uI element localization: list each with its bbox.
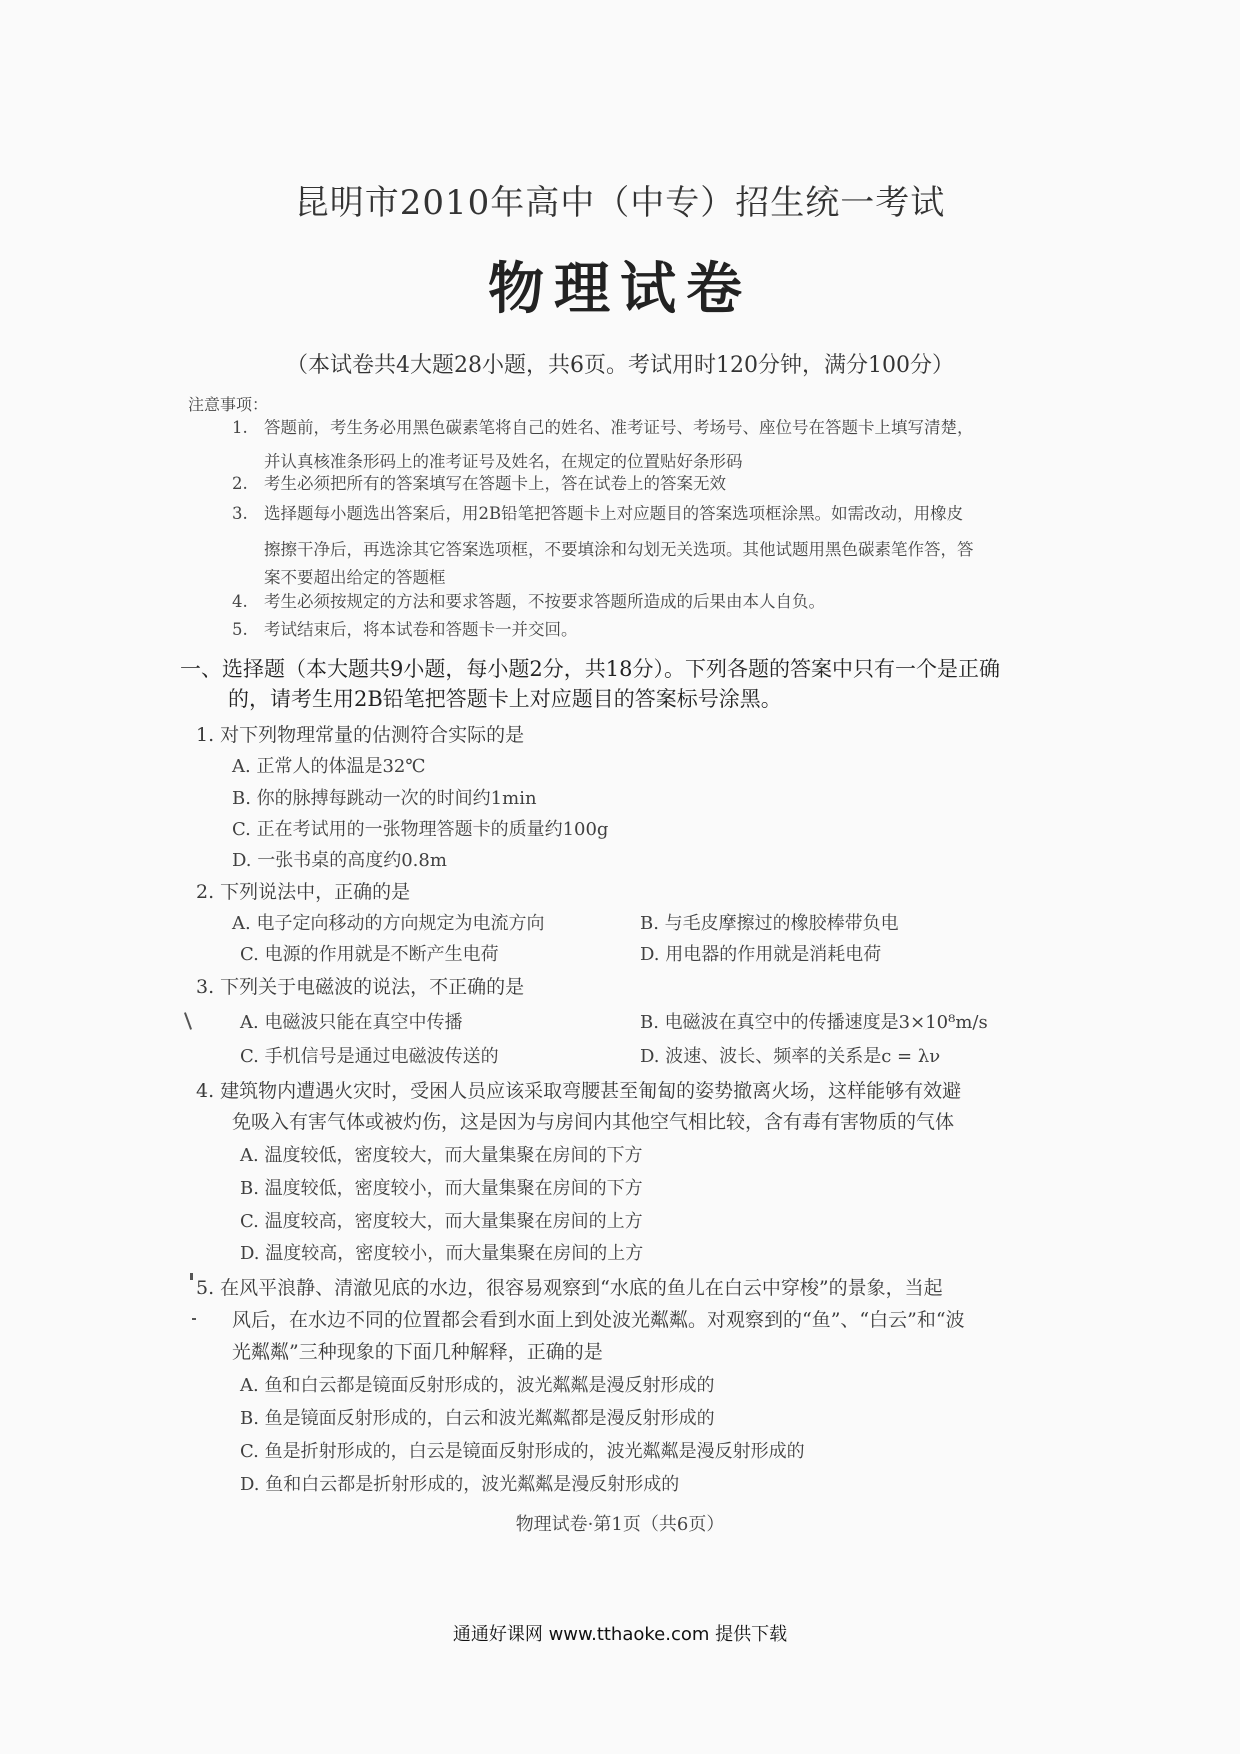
note-number: 1. <box>232 418 248 437</box>
answer-option: D. 一张书桌的高度约0.8m <box>232 850 447 871</box>
scan-speck <box>190 1273 193 1280</box>
answer-option: B. 鱼是镜面反射形成的，白云和波光粼粼都是漫反射形成的 <box>240 1408 715 1429</box>
question-stem-cont: 免吸入有害气体或被灼伤，这是因为与房间内其他空气相比较，含有毒有害物质的气体 <box>232 1111 955 1133</box>
answer-option: B. 你的脉搏每跳动一次的时间约1min <box>232 788 537 809</box>
answer-option: A. 鱼和白云都是镜面反射形成的，波光粼粼是漫反射形成的 <box>240 1375 715 1396</box>
question-stem: 4. 建筑物内遭遇火灾时，受困人员应该采取弯腰甚至匍匐的姿势撤离火场，这样能够有效避 <box>196 1080 962 1102</box>
note-item <box>232 500 963 528</box>
question-stem: 5. 在风平浪静、清澈见底的水边，很容易观察到“水底的鱼儿在白云中穿梭”的景象，当起 <box>196 1277 943 1299</box>
note-text: 考生必须把所有的答案填写在答题卡上，答在试卷上的答案无效 <box>264 474 726 493</box>
note-number: 2. <box>232 474 248 493</box>
section-instruction: 的，请考生用2B铅笔把答题卡上对应题目的答案标号涂黑。 <box>228 687 782 711</box>
answer-option: C. 温度较高，密度较大，而大量集聚在房间的上方 <box>240 1211 643 1232</box>
note-item <box>232 470 726 498</box>
note-text: 考试结束后，将本试卷和答题卡一并交回。 <box>264 620 578 639</box>
note-number: 5. <box>232 620 248 639</box>
exam-info: （本试卷共4大题28小题，共6页。考试用时120分钟，满分100分） <box>286 353 954 378</box>
note-text: 答题前，考生务必用黑色碳素笔将自己的姓名、准考证号、考场号、座位号在答题卡上填写清楚， <box>264 418 974 437</box>
answer-option: B. 与毛皮摩擦过的橡胶棒带负电 <box>640 913 899 934</box>
answer-option: C. 正在考试用的一张物理答题卡的质量约100g <box>232 819 609 840</box>
note-text: 擦擦干净后，再选涂其它答案选项框，不要填涂和勾划无关选项。其他试题用黑色碳素笔作答，答 <box>264 540 974 559</box>
scan-speck <box>184 1012 192 1030</box>
note-number: 4. <box>232 592 248 611</box>
note-item <box>232 616 578 644</box>
answer-option: C. 手机信号是通过电磁波传送的 <box>240 1046 499 1067</box>
question-stem: 1. 对下列物理常量的估测符合实际的是 <box>196 724 525 746</box>
section-heading: 一、选择题（本大题共9小题，每小题2分，共18分）。下列各题的答案中只有一个是正确 <box>180 657 1000 681</box>
note-item <box>232 588 825 616</box>
exam-title: 昆明市2010年高中（中专）招生统一考试 <box>294 183 946 223</box>
note-text: 案不要超出给定的答题框 <box>264 568 446 587</box>
download-credit: 通通好课网 www.tthaoke.com 提供下载 <box>452 1624 788 1645</box>
answer-option: A. 温度较低，密度较大，而大量集聚在房间的下方 <box>240 1145 643 1166</box>
subject-title: 物理试卷 <box>488 256 752 322</box>
note-text: 选择题每小题选出答案后，用2B铅笔把答题卡上对应题目的答案选项框涂黑。如需改动，用橡皮 <box>264 504 964 523</box>
answer-option: C. 鱼是折射形成的，白云是镜面反射形成的，波光粼粼是漫反射形成的 <box>240 1441 805 1462</box>
note-text: 考生必须按规定的方法和要求答题，不按要求答题所造成的后果由本人自负。 <box>264 592 825 611</box>
note-item <box>232 414 974 442</box>
answer-option: D. 用电器的作用就是消耗电荷 <box>640 944 882 965</box>
answer-option: A. 正常人的体温是32℃ <box>232 756 426 777</box>
answer-option: B. 电磁波在真空中的传播速度是3×10⁸m/s <box>640 1012 988 1033</box>
answer-option: D. 温度较高，密度较小，而大量集聚在房间的上方 <box>240 1243 644 1264</box>
answer-option: B. 温度较低，密度较小，而大量集聚在房间的下方 <box>240 1178 643 1199</box>
question-stem: 3. 下列关于电磁波的说法，不正确的是 <box>196 976 525 998</box>
notes-heading: 注意事项： <box>188 395 269 414</box>
scan-speck <box>192 1318 196 1320</box>
answer-option: A. 电子定向移动的方向规定为电流方向 <box>232 913 545 934</box>
page-number: 物理试卷·第1页（共6页） <box>515 1514 725 1535</box>
answer-option: A. 电磁波只能在真空中传播 <box>240 1012 463 1033</box>
question-stem: 2. 下列说法中，正确的是 <box>196 881 411 903</box>
note-number: 3. <box>232 504 248 523</box>
note-text: 并认真核准条形码上的准考证号及姓名，在规定的位置贴好条形码 <box>264 452 743 471</box>
question-stem-cont: 风后，在水边不同的位置都会看到水面上到处波光粼粼。对观察到的“鱼”、“白云”和“波 <box>232 1309 965 1331</box>
answer-option: D. 鱼和白云都是折射形成的，波光粼粼是漫反射形成的 <box>240 1474 680 1495</box>
question-stem-cont: 光粼粼”三种现象的下面几种解释，正确的是 <box>232 1341 603 1363</box>
answer-option: D. 波速、波长、频率的关系是c = λν <box>640 1046 941 1067</box>
answer-option: C. 电源的作用就是不断产生电荷 <box>240 944 499 965</box>
